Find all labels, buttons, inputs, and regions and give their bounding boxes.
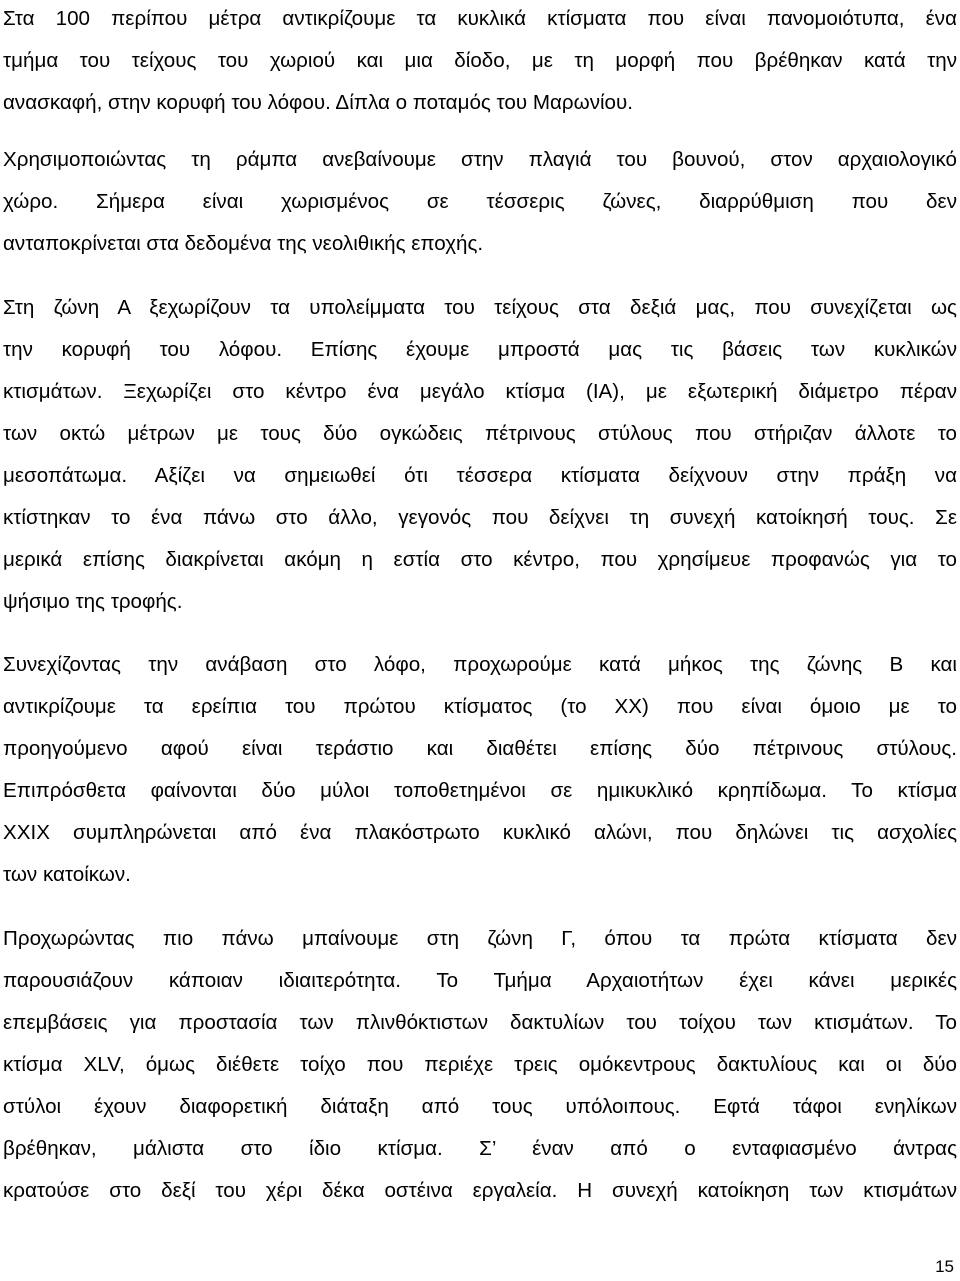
text-line: των κατοίκων.: [3, 863, 131, 886]
text-line: των οκτώ μέτρων με τους δύο ογκώδεις πέτρινους στύλους που στήριζαν άλλοτε το: [3, 422, 957, 445]
text-line: προηγούμενο αφού είναι τεράστιο και διαθέτει επίσης δύο πέτρινους στύλους.: [3, 737, 957, 760]
text-line: μερικά επίσης διακρίνεται ακόμη η εστία στο κέντρο, που χρησίμευε προφανώς για το: [3, 548, 957, 571]
text-line: Συνεχίζοντας την ανάβαση στο λόφο, προχωρούμε κατά μήκος της ζώνης Β και: [3, 653, 957, 676]
text-line: κρατούσε στο δεξί του χέρι δέκα οστέινα εργαλεία. Η συνεχή κατοίκηση των κτισμάτων: [3, 1179, 957, 1202]
text-line: βρέθηκαν, μάλιστα στο ίδιο κτίσμα. Σ’ έναν από ο ενταφιασμένο άντρας: [3, 1137, 957, 1160]
text-line: Προχωρώντας πιο πάνω μπαίνουμε στη ζώνη Γ, όπου τα πρώτα κτίσματα δεν: [3, 927, 957, 950]
text-line: επεμβάσεις για προστασία των πλινθόκτιστων δακτυλίων του τοίχου των κτισμάτων. Το: [3, 1011, 957, 1034]
text-line: Στη ζώνη Α ξεχωρίζουν τα υπολείμματα του τείχους στα δεξιά μας, που συνεχίζεται ως: [3, 296, 957, 319]
text-line: κτισμάτων. Ξεχωρίζει στο κέντρο ένα μεγάλο κτίσμα (ΙΑ), με εξωτερική διάμετρο πέραν: [3, 380, 957, 403]
text-line: ψήσιμο της τροφής.: [3, 590, 183, 613]
text-line: αντικρίζουμε τα ερείπια του πρώτου κτίσματος (το ΧΧ) που είναι όμοιο με το: [3, 695, 957, 718]
text-line: στύλοι έχουν διαφορετική διάταξη από τους υπόλοιπους. Εφτά τάφοι ενηλίκων: [3, 1095, 957, 1118]
page-number: 15: [935, 1257, 954, 1276]
text-line: τμήμα του τείχους του χωριού και μια δίοδο, με τη μορφή που βρέθηκαν κατά την: [3, 49, 957, 72]
text-line: την κορυφή του λόφου. Επίσης έχουμε μπροστά μας τις βάσεις των κυκλικών: [3, 338, 957, 361]
text-line: κτίσμα XLV, όμως διέθετε τοίχο που περιέχε τρεις ομόκεντρους δακτυλίους και οι δύο: [3, 1053, 957, 1076]
text-line: ΧΧΙΧ συμπληρώνεται από ένα πλακόστρωτο κυκλικό αλώνι, που δηλώνει τις ασχολίες: [3, 821, 957, 844]
text-line: κτίστηκαν το ένα πάνω στο άλλο, γεγονός που δείχνει τη συνεχή κατοίκησή τους. Σε: [3, 506, 957, 529]
text-line: Επιπρόσθετα φαίνονται δύο μύλοι τοποθετημένοι σε ημικυκλικό κρηπίδωμα. Το κτίσμα: [3, 779, 957, 802]
text-line: ανταποκρίνεται στα δεδομένα της νεολιθικής εποχής.: [3, 232, 484, 255]
text-line: Στα 100 περίπου μέτρα αντικρίζουμε τα κυκλικά κτίσματα που είναι πανομοιότυπα, ένα: [3, 7, 957, 30]
text-line: μεσοπάτωμα. Αξίζει να σημειωθεί ότι τέσσερα κτίσματα δείχνουν στην πράξη να: [3, 464, 957, 487]
text-line: χώρο. Σήμερα είναι χωρισμένος σε τέσσερις ζώνες, διαρρύθμιση που δεν: [3, 190, 957, 213]
text-line: Χρησιμοποιώντας τη ράμπα ανεβαίνουμε στην πλαγιά του βουνού, στον αρχαιολογικό: [3, 148, 957, 171]
text-line: παρουσιάζουν κάποιαν ιδιαιτερότητα. Το Τμήμα Αρχαιοτήτων έχει κάνει μερικές: [3, 969, 957, 992]
text-line: ανασκαφή, στην κορυφή του λόφου. Δίπλα ο ποταμός του Μαρωνίου.: [3, 91, 633, 114]
